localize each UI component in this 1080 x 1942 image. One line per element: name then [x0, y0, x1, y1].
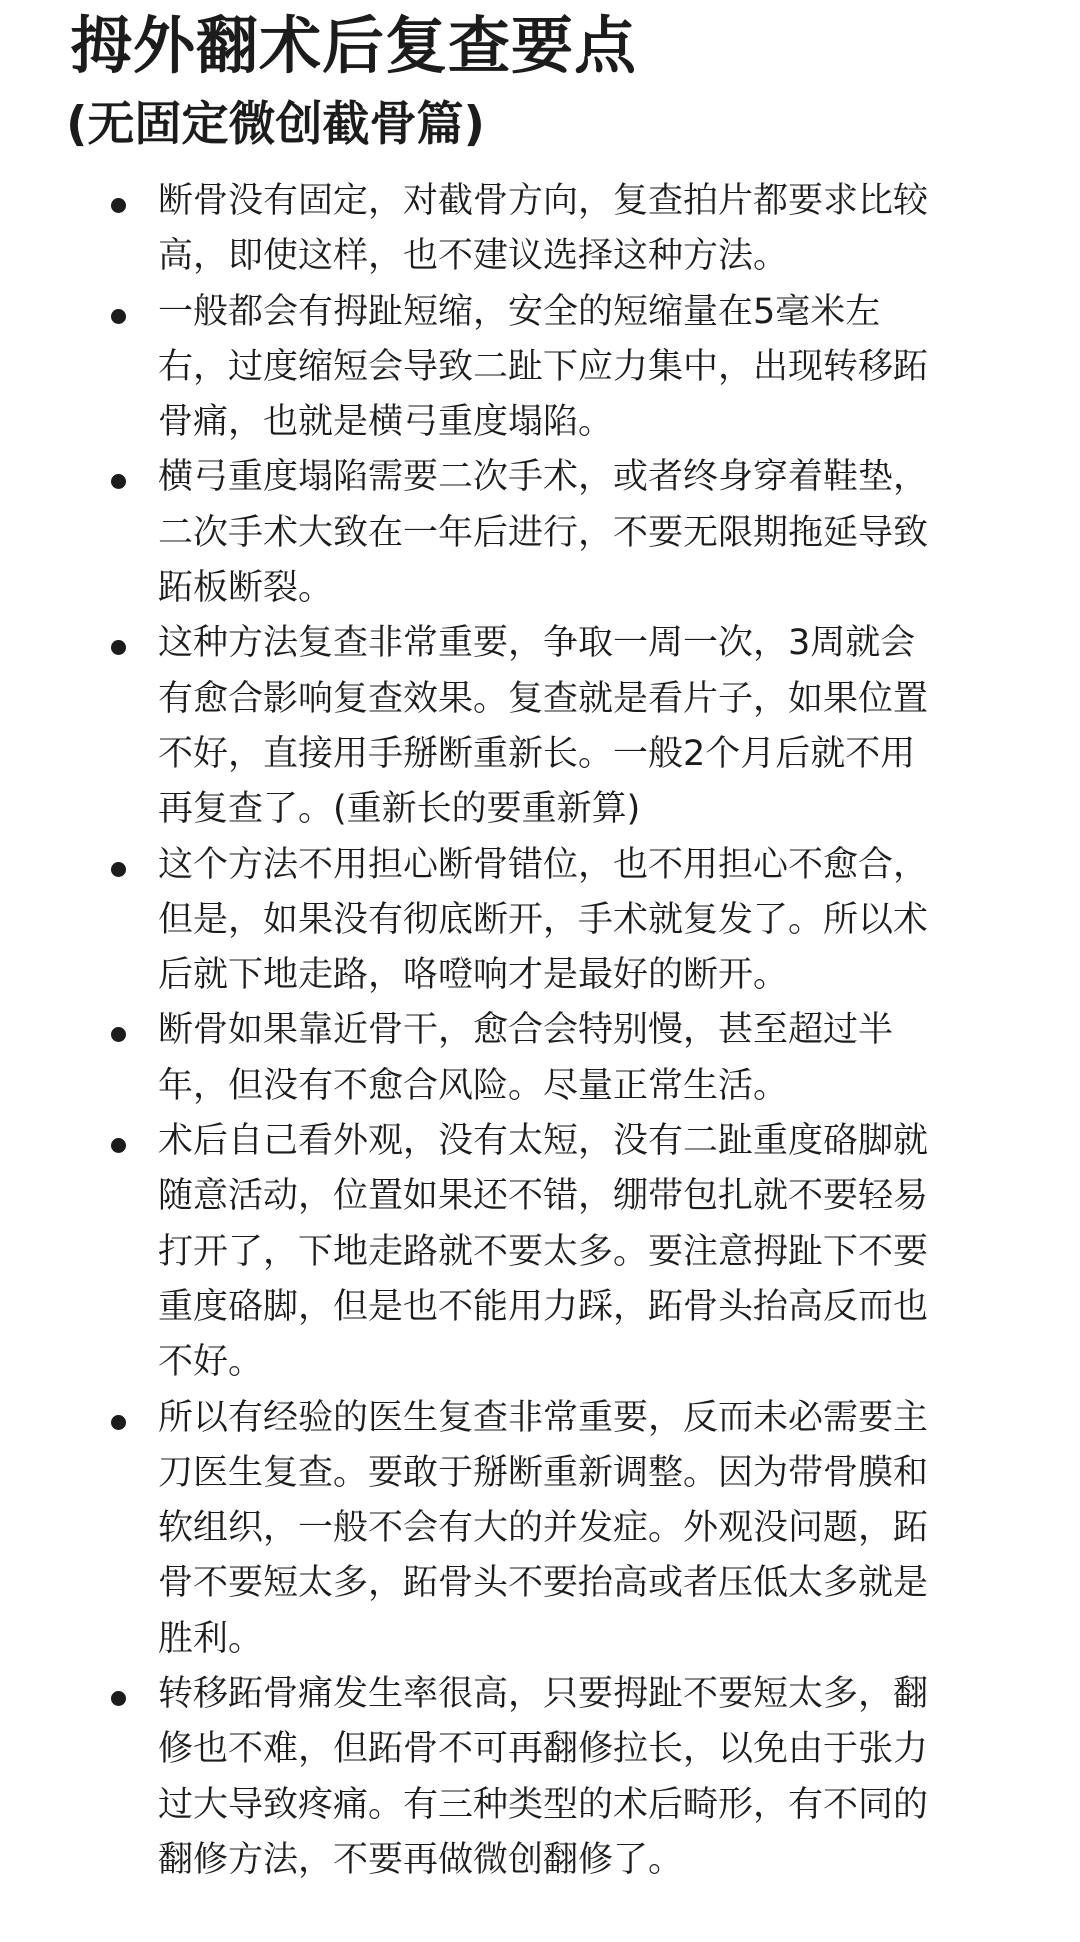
- bullet-line: 后就下地走路，咯噔响才是最好的断开。: [158, 955, 789, 996]
- bullet-line: 胜利。: [158, 1618, 264, 1659]
- bullet-line: 断骨没有固定，对截骨方向，复查拍片都要求比较: [158, 181, 929, 221]
- bullet-line: 这个方法不用担心断骨错位，也不用担心不愈合，: [158, 844, 929, 885]
- bullet-line: 翻修方法，不要再做微创翻修了。: [158, 1839, 684, 1880]
- bullet-line: 年，但没有不愈合风险。尽量正常生活。: [158, 1065, 789, 1106]
- bullet-text: [158, 450, 1008, 616]
- bullet-line: 骨不要短太多，跖骨头不要抬高或者压低太多就是: [158, 1563, 929, 1604]
- list-item: [0, 450, 1008, 616]
- list-item: [0, 838, 1008, 1004]
- bullet-line: 右，过度缩短会导致二趾下应力集中，出现转移跖: [158, 346, 929, 387]
- bullet-line: 骨痛，也就是横弓重度塌陷。: [158, 402, 614, 443]
- page-subtitle: (无固定微创截骨篇): [66, 97, 485, 152]
- bullet-dot-icon: [111, 198, 126, 213]
- bullet-dot-icon: [111, 1415, 126, 1430]
- bullet-dot-icon: [111, 640, 126, 655]
- bullet-line: 有愈合影响复查效果。复查就是看片子，如果位置: [158, 678, 929, 719]
- bullet-text: [158, 1003, 1008, 1114]
- list-item: [0, 1391, 1008, 1667]
- bullet-dot-icon: [111, 1138, 126, 1153]
- list-item: [0, 1003, 1008, 1114]
- bullet-line: 所以有经验的医生复查非常重要，反而未必需要主: [158, 1397, 929, 1438]
- bullet-text: [158, 1114, 1008, 1390]
- bullet-line: 不好。: [158, 1342, 264, 1383]
- bullet-line: 高，即使这样，也不建议选择这种方法。: [158, 236, 789, 277]
- bullet-line: 术后自己看外观，没有太短，没有二趾重度硌脚就: [158, 1121, 929, 1162]
- page-title: 拇外翻术后复查要点: [70, 9, 638, 82]
- bullet-line: 但是，如果没有彻底断开，手术就复发了。所以术: [158, 899, 929, 940]
- bullet-line: 打开了，下地走路就不要太多。要注意拇趾下不要: [158, 1231, 929, 1272]
- bullet-text: [158, 285, 1008, 451]
- bullet-dot-icon: [111, 1691, 126, 1706]
- bullet-line: 转移跖骨痛发生率很高，只要拇趾不要短太多，翻: [158, 1674, 929, 1715]
- bullet-line: 断骨如果靠近骨干，愈合会特别慢，甚至超过半: [158, 1010, 894, 1051]
- bullet-text: [158, 1667, 1008, 1888]
- bullet-line: 这种方法复查非常重要，争取一周一次，3周就会: [158, 623, 916, 664]
- bullet-line: 随意活动，位置如果还不错，绷带包扎就不要轻易: [158, 1176, 929, 1217]
- bullet-dot-icon: [111, 474, 126, 489]
- bullet-line: 修也不难，但跖骨不可再翻修拉长，以免由于张力: [158, 1729, 929, 1770]
- bullet-line: 软组织，一般不会有大的并发症。外观没问题，跖: [158, 1508, 929, 1549]
- list-item: [0, 174, 1008, 285]
- bullet-dot-icon: [111, 1027, 126, 1042]
- bullet-line: 二次手术大致在一年后进行，不要无限期拖延导致: [158, 512, 929, 553]
- bullet-line: 刀医生复查。要敢于掰断重新调整。因为带骨膜和: [158, 1452, 929, 1493]
- bullet-line: 过大导致疼痛。有三种类型的术后畸形，有不同的: [158, 1784, 929, 1825]
- bullet-line: 不好，直接用手掰断重新长。一般2个月后就不用: [158, 733, 916, 774]
- list-item: [0, 616, 1008, 837]
- list-item: [0, 285, 1008, 451]
- bullet-dot-icon: [111, 309, 126, 324]
- bullet-list: [0, 174, 1008, 1888]
- bullet-line: 一般都会有拇趾短缩，安全的短缩量在5毫米左: [158, 291, 881, 332]
- bullet-dot-icon: [111, 862, 126, 877]
- list-item: [0, 1667, 1008, 1888]
- bullet-text: [158, 174, 1008, 285]
- bullet-line: 横弓重度塌陷需要二次手术，或者终身穿着鞋垫，: [158, 457, 929, 498]
- bullet-line: 再复查了。(重新长的要重新算): [158, 789, 641, 830]
- bullet-line: 重度硌脚，但是也不能用力踩，跖骨头抬高反而也: [158, 1286, 929, 1327]
- bullet-line: 跖板断裂。: [158, 568, 334, 609]
- list-item: [0, 1114, 1008, 1390]
- bullet-text: [158, 1391, 1008, 1667]
- bullet-text: [158, 838, 1008, 1004]
- bullet-text: [158, 616, 1008, 837]
